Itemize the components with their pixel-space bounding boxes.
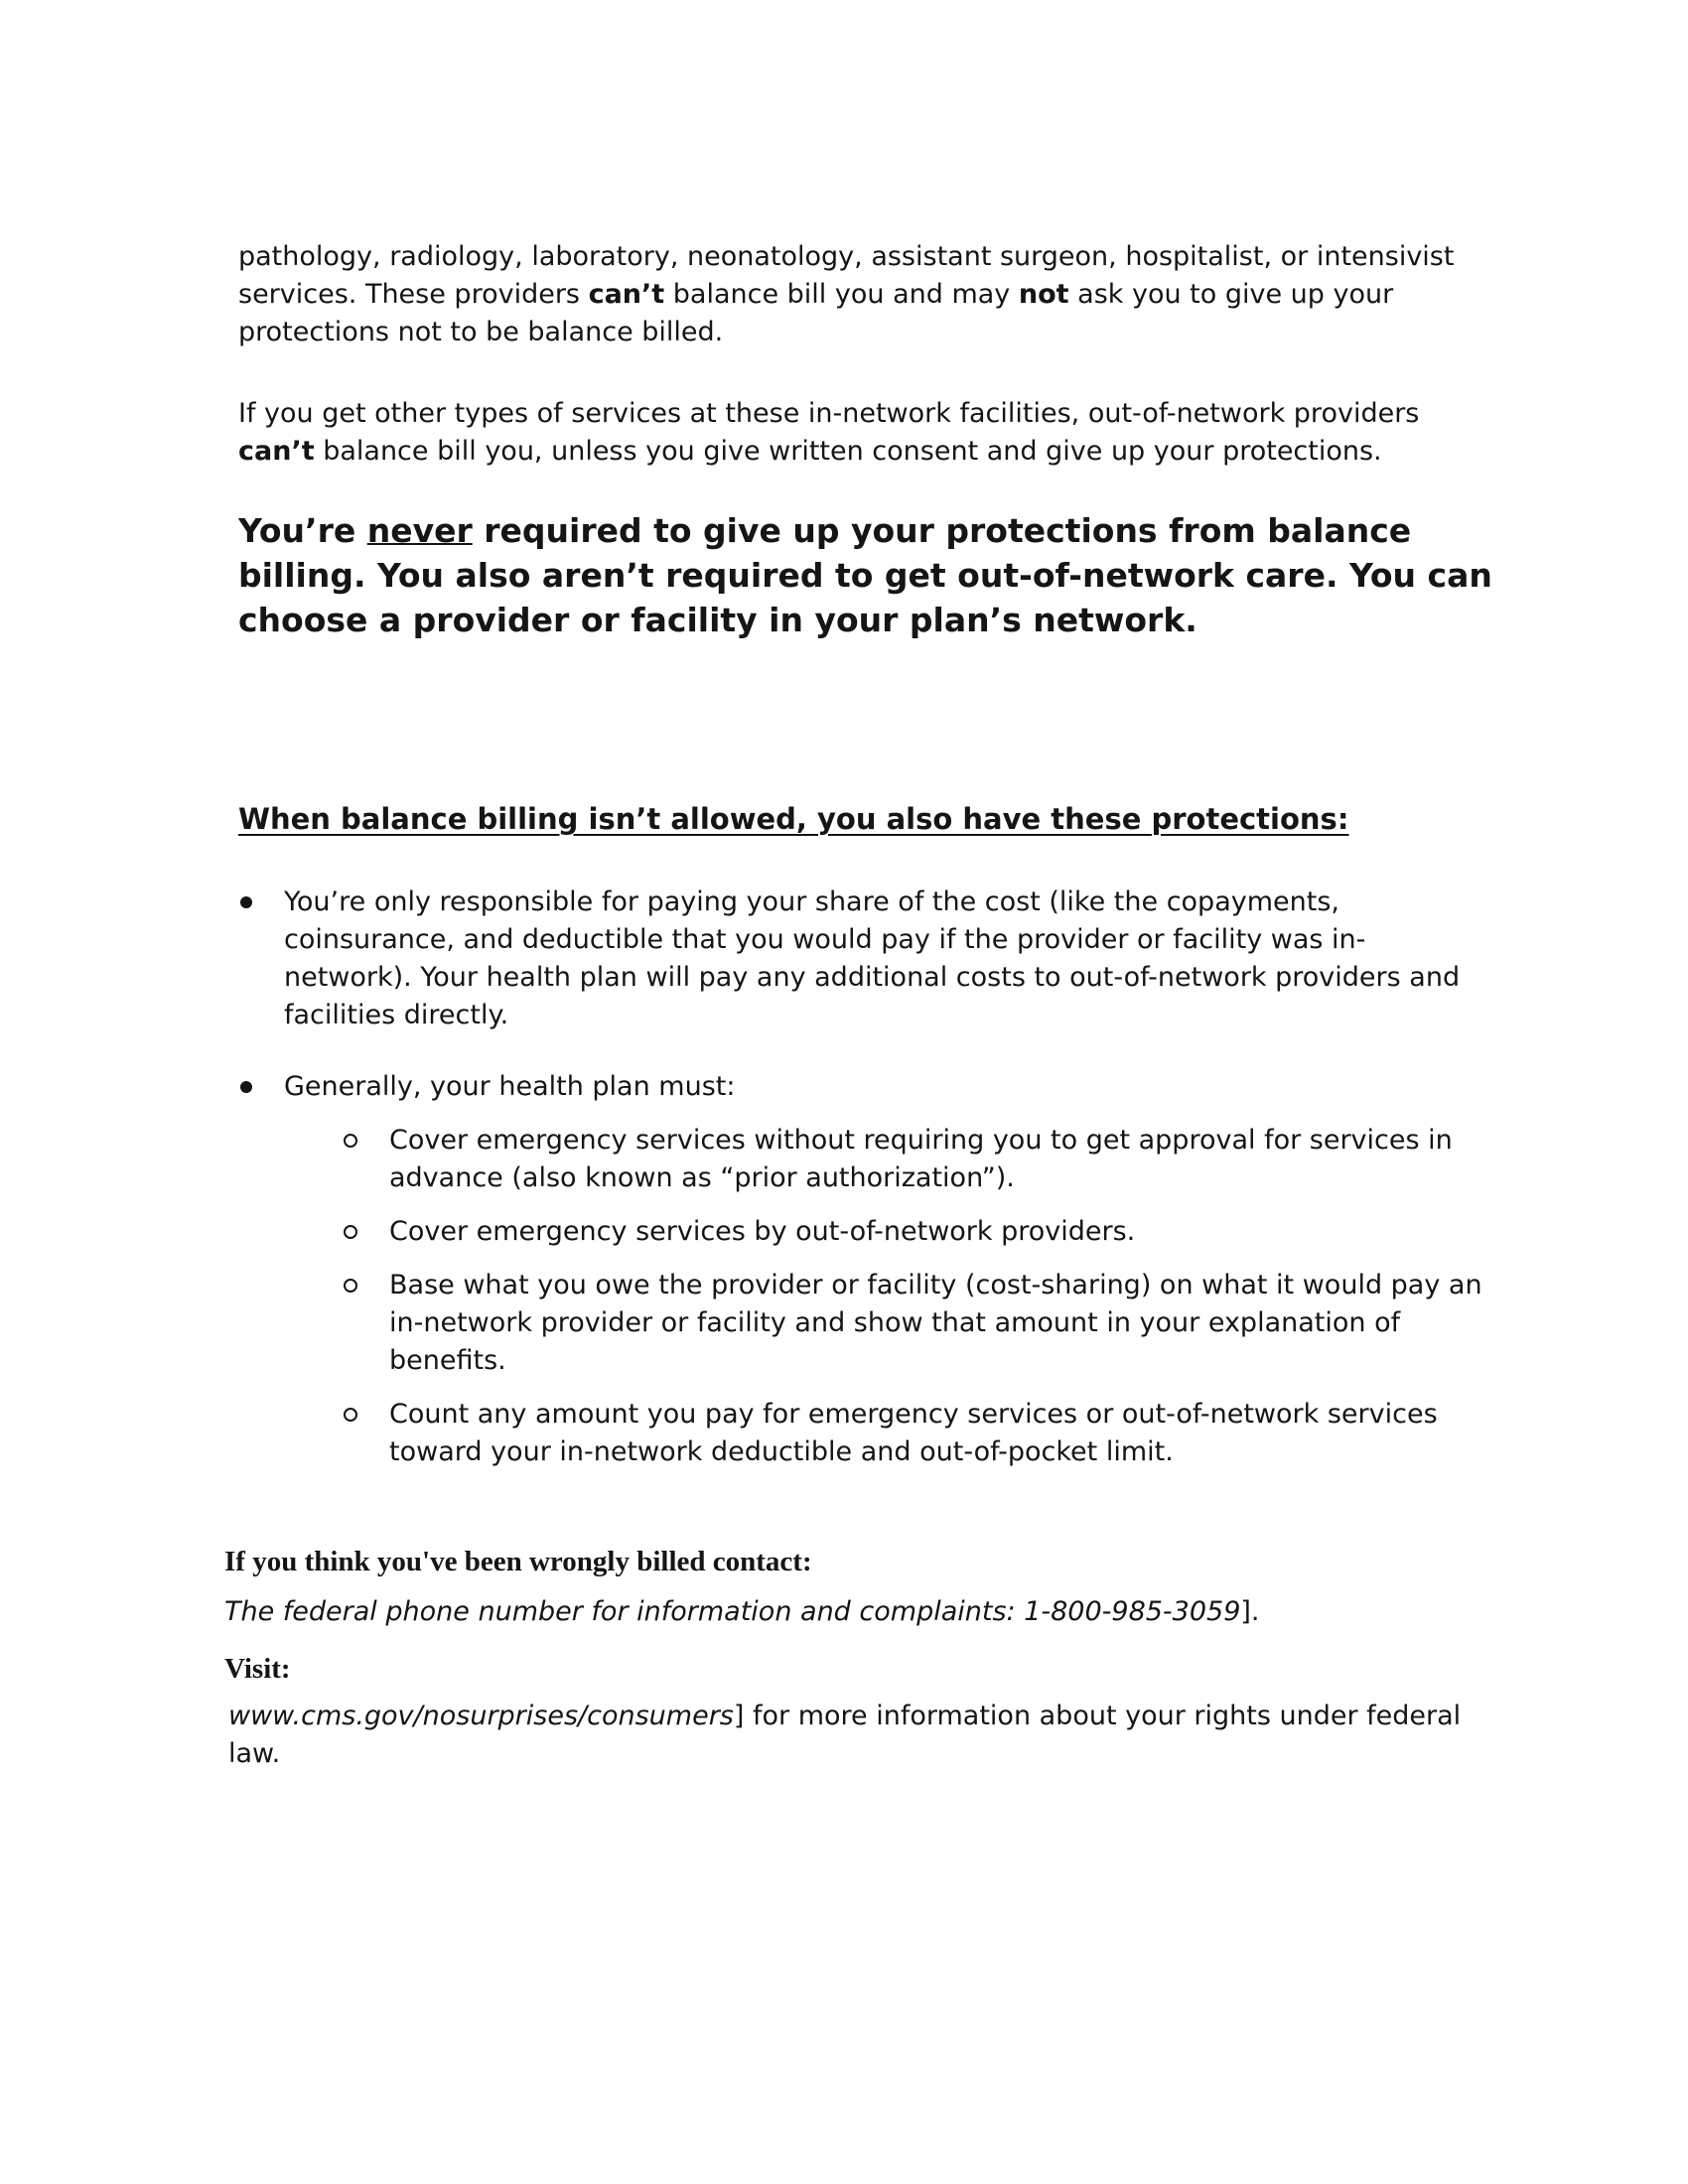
visit-line-rest: ] for more information about your rights under federal law. <box>228 1701 1462 1769</box>
plan-requirements-sublist <box>284 1122 1489 1471</box>
sub-list-item-text: Base what you owe the provider or facility (cost-sharing) on what it would pay an in-network provider or facility and show that amount in your explanation of benefits. <box>389 1270 1482 1376</box>
list-item <box>238 1068 1489 1471</box>
protections-heading-text: When balance billing isn’t allowed, you also have these protections: <box>238 802 1349 836</box>
paragraph-other-services <box>238 395 1489 471</box>
paragraph-2-text-b: balance bill you, unless you give written consent and give up your protections. <box>314 436 1382 467</box>
contact-phone-line <box>224 1594 1476 1630</box>
protections-heading <box>238 800 1489 838</box>
paragraph-1-bold-cant: can’t <box>588 279 665 310</box>
warning-statement <box>238 508 1509 642</box>
paragraph-2-bold-cant: can’t <box>238 436 315 467</box>
hollow-circle-icon <box>344 1225 357 1239</box>
sub-list-item <box>344 1213 1489 1251</box>
paragraph-providers-services <box>238 238 1489 351</box>
hollow-circle-icon <box>344 1279 357 1293</box>
warning-text-a: You’re <box>238 511 367 550</box>
paragraph-1-text-c: ask you to give up your protections not to be balance billed. <box>238 279 1394 347</box>
paragraph-2-text-a: If you get other types of services at these in-network facilities, out-of-network providers <box>238 398 1420 429</box>
protections-list <box>238 884 1489 1505</box>
warning-text-b: required to give up your protections from balance billing. You also aren’t required to get out-of-network care. You can choose a provider or facility in your plan’s network. <box>238 511 1492 639</box>
sub-list-item <box>344 1122 1489 1197</box>
cms-url-link[interactable]: www.cms.gov/nosurprises/consumers <box>228 1701 734 1731</box>
sub-list-item <box>344 1267 1489 1380</box>
paragraph-1-text-a: pathology, radiology, laboratory, neonatology, assistant surgeon, hospitalist, or intensivist services. These providers <box>238 241 1455 310</box>
bullet-dot-icon <box>240 1081 252 1093</box>
contact-line-end: ]. <box>1240 1596 1260 1627</box>
visit-line <box>228 1698 1470 1773</box>
sub-list-item <box>344 1396 1489 1471</box>
hollow-circle-icon <box>344 1134 357 1148</box>
visit-heading: Visit: <box>224 1653 291 1685</box>
sub-list-item-text: Cover emergency services without requiring you to get approval for services in advance (also known as “prior authorization”). <box>389 1125 1453 1193</box>
hollow-circle-icon <box>344 1408 357 1422</box>
contact-phone-text: The federal phone number for information and complaints: 1-800-985-3059 <box>224 1596 1241 1627</box>
list-item-text: Generally, your health plan must: <box>284 1071 736 1102</box>
bullet-dot-icon <box>240 896 252 908</box>
warning-underlined-never: never <box>366 511 473 550</box>
sub-list-item-text: Cover emergency services by out-of-network providers. <box>389 1216 1136 1247</box>
list-item-text: You’re only responsible for paying your share of the cost (like the copayments, coinsurance, and deductible that you would pay if the provider or facility was in-network). Your health plan will pay any additional costs to out-of-network providers and facilities directly. <box>284 887 1461 1030</box>
paragraph-1-text-b: balance bill you and may <box>664 279 1019 310</box>
paragraph-1-bold-not: not <box>1018 279 1069 310</box>
sub-list-item-text: Count any amount you pay for emergency services or out-of-network services toward your in-network deductible and out-of-pocket limit. <box>389 1399 1438 1467</box>
contact-heading: If you think you've been wrongly billed contact: <box>224 1546 812 1577</box>
list-item <box>238 884 1489 1034</box>
